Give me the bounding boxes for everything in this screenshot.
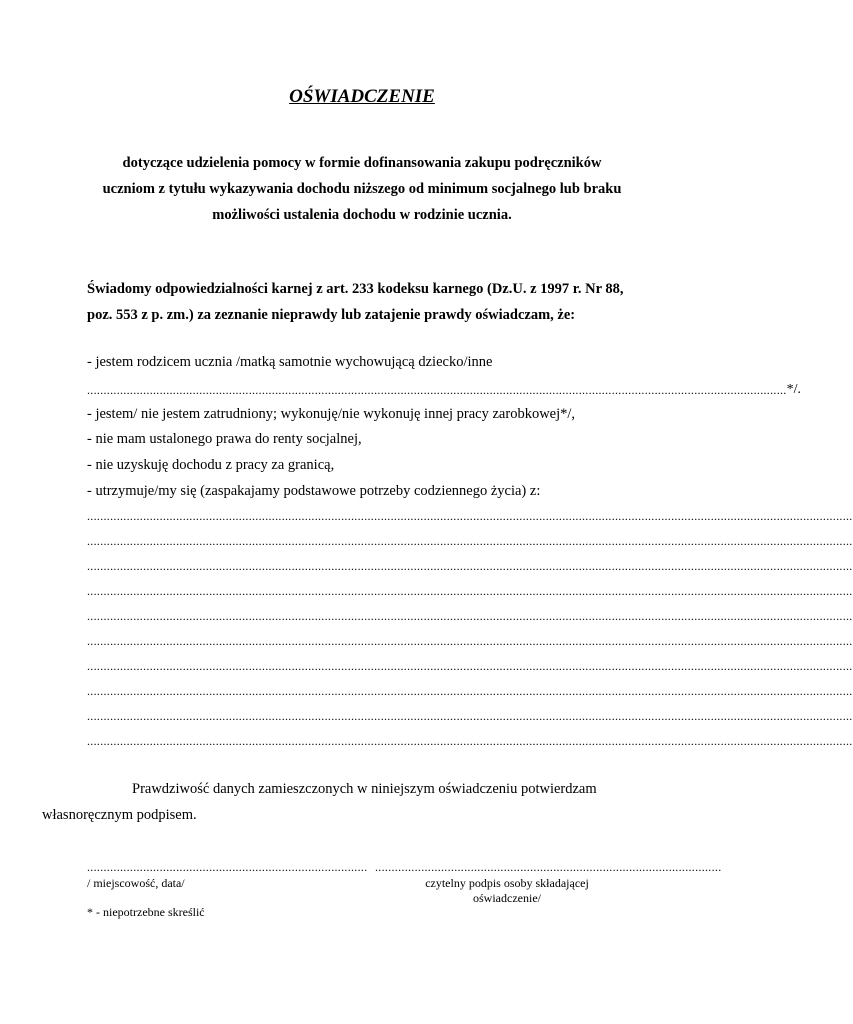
signature-label (375, 876, 639, 906)
support-line-2[interactable]: ........................................................................................................................................................................................................................................ (87, 534, 853, 548)
support-line-1[interactable]: ........................................................................................................................................................................................................................................ (87, 509, 853, 523)
subtitle-line: możliwości ustalenia dochodu w rodzinie ucznia. (212, 207, 512, 223)
document-subtitle (80, 150, 644, 228)
signature-label-line: czytelny podpis osoby składającej (425, 876, 589, 890)
support-line-3[interactable]: ........................................................................................................................................................................................................................................ (87, 559, 853, 573)
parent-suffix: */. (786, 382, 801, 397)
subtitle-line: dotyczące udzielenia pomocy w formie dofinansowania zakupu podręczników (122, 155, 602, 171)
signature-field[interactable]: ......................................................................................................... (375, 860, 722, 874)
support-line-6[interactable]: ........................................................................................................................................................................................................................................ (87, 634, 853, 648)
document-title: OŚWIADCZENIE (289, 86, 435, 107)
intro-line: poz. 553 z p. zm.) za zeznanie nieprawdy lub zatajenie prawdy oświadczam, że: (87, 307, 576, 323)
signature-label-line: oświadczenie/ (473, 891, 541, 905)
statement-parent: - jestem rodzicem ucznia /matką samotnie wychowującą dziecko/inne (87, 354, 493, 370)
support-line-9[interactable]: ........................................................................................................................................................................................................................................ (87, 709, 853, 723)
place-date-field[interactable]: ..................................................................................... (87, 860, 368, 874)
support-line-8[interactable]: ........................................................................................................................................................................................................................................ (87, 684, 853, 698)
intro-paragraph (87, 276, 639, 328)
intro-line: Świadomy odpowiedzialności karnej z art. 233 kodeksu karnego (Dz.U. z 1997 r. Nr 88, (87, 281, 624, 297)
statement-support: - utrzymuje/my się (zaspakajamy podstawowe potrzeby codziennego życia) z: (87, 483, 541, 499)
statement-employment: - jestem/ nie jestem zatrudniony; wykonuję/nie wykonuję innej pracy zarobkowej*/, (87, 406, 576, 422)
support-line-7[interactable]: ........................................................................................................................................................................................................................................ (87, 659, 853, 673)
confirmation-paragraph (42, 776, 639, 828)
place-date-label: / miejscowość, data/ (87, 876, 185, 890)
statement-abroad: - nie uzyskuję dochodu z pracy za granicą, (87, 457, 335, 473)
subtitle-line: uczniom z tytułu wykazywania dochodu niższego od minimum socjalnego lub braku (102, 181, 622, 197)
support-line-4[interactable]: ........................................................................................................................................................................................................................................ (87, 584, 853, 598)
statement-pension: - nie mam ustalonego prawa do renty socjalnej, (87, 431, 362, 447)
parent-other-field[interactable] (87, 382, 801, 398)
footnote: * - niepotrzebne skreślić (87, 905, 205, 919)
confirmation-line: Prawdziwość danych zamieszczonych w niniejszym oświadczeniu potwierdzam (132, 781, 597, 797)
support-line-10[interactable]: ........................................................................................................................................................................................................................................ (87, 734, 853, 748)
dotted-line: .................................................................................................................................................................................................................... (87, 383, 787, 397)
confirmation-line: własnoręcznym podpisem. (42, 807, 197, 823)
support-line-5[interactable]: ........................................................................................................................................................................................................................................ (87, 609, 853, 623)
